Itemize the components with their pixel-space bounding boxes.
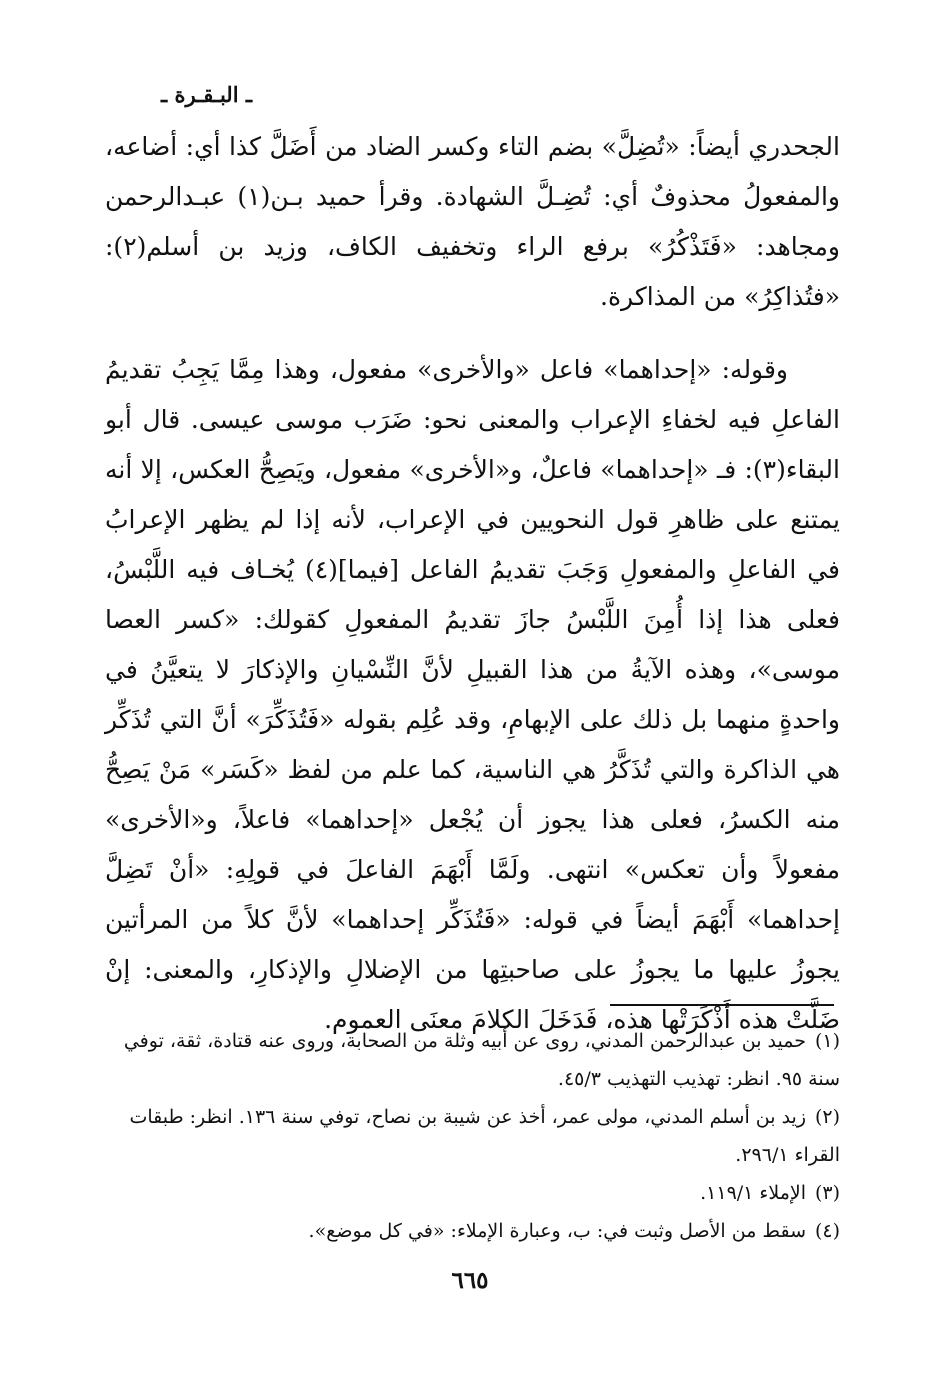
footnote-3 [105,1174,840,1212]
footnote-number: (٣) [814,1182,840,1204]
footnote-text: سقط من الأصل وثبت في: ب، وعبارة الإملاء: «في كل موضع». [308,1220,806,1242]
paragraph-2-text: وقوله: «إحداهما» فاعل «والأخرى» مفعول، وهذا مِمَّا يَجِبُ تقديمُ الفاعلِ فيه لخفاءِ الإعراب والمعنى نحو: ضَرَب موسى عيسى. قال أبو البقاء(٣): فـ «إحداهما» فاعلٌ، و«الأخرى» مفعول، ويَصِحُّ العكس، إلا أنه يمتنع على ظاهرِ قول النحويين في الإعراب، لأنه إذا لم يظهر الإعرابُ في الفاعلِ والمفعولِ وَجَبَ تقديمُ الفاعل [فيما](٤) يُخـاف فيه اللَّبْسُ، فعلى هذا إذا أُمِنَ اللَّبْسُ جازَ تقديمُ المفعولِ كقولك: «كسر العصا موسى»، وهذه الآيةُ من هذا القبيلِ لأنَّ النِّسْيانِ والإذكارَ لا يتعيَّنُ في واحدةٍ منهما بل ذلك على الإبهامِ، وقد عُلِم بقوله «فَتُذَكِّرَ» أنَّ التي تُذَكِّر هي الذاكرة والتي تُذَكَّرُ هي الناسية، كما علم من لفظ «كَسَر» مَنْ يَصِحُّ منه الكسرُ، فعلى هذا يجوز أن يُجْعل «إحداهما» فاعلاً، و«الأخرى» مفعولاً وأن تعكس» انتهى. ولَمَّا أَبْهَمَ الفاعلَ في قولِهِ: «أنْ تَضِلَّ إحداهما» أَبْهَمَ أيضاً في قوله: «فَتُذَكِّر إحداهما» لأنَّ كلاً من المرأتين يجوزُ عليها ما يجوزُ على صاحبتِها من الإضلالِ والإذكارِ، والمعنى: إنْ ضَلَّتْ هذه أَذْكَرَتْها هذه، فَدَخَلَ الكلامَ معنَى العموم. [105,355,840,1034]
footnotes [105,1022,840,1250]
footnote-2 [105,1098,840,1174]
footnote-number: (٢) [814,1106,840,1128]
footnote-number: (١) [814,1030,840,1052]
paragraph-1 [105,122,840,322]
footnote-separator [610,1004,834,1006]
paragraph-1-text: الجحدري أيضاً: «تُضِلَّ» بضم التاء وكسر الضاد من أَضَلَّ كذا أي: أضاعه، والمفعولُ محذوفٌ أي: تُضِـلَّ الشهادة. وقرأ حميد بـن(١) عبـدالرحمن ومجاهد: «فَتَذْكُرُ» برفع الراء وتخفيف الكاف، وزيد بن أسلم(٢): «فتُذاكِرُ» من المذاكرة. [105,132,841,311]
paragraph-2 [105,345,840,1045]
running-header: ـ البـقـرة ـ [160,82,252,107]
footnote-text: الإملاء ١١٩/١. [700,1182,806,1204]
footnote-4 [105,1212,840,1250]
footnote-number: (٤) [814,1220,840,1242]
footnote-1 [105,1022,840,1098]
page-number: ٦٦٥ [451,1267,489,1294]
footnote-text: حميد بن عبدالرحمن المدني، روى عن أبيه وثلة من الصحابة، وروى عنه قتادة، ثقة، توفي سنة ٩٥. انظر: تهذيب التهذيب ٤٥/٣. [123,1030,840,1090]
footnote-text: زيد بن أسلم المدني، مولى عمر، أخذ عن شيبة بن نصاح، توفي سنة ١٣٦. انظر: طبقات القراء ٢٩٦/١. [129,1106,840,1166]
